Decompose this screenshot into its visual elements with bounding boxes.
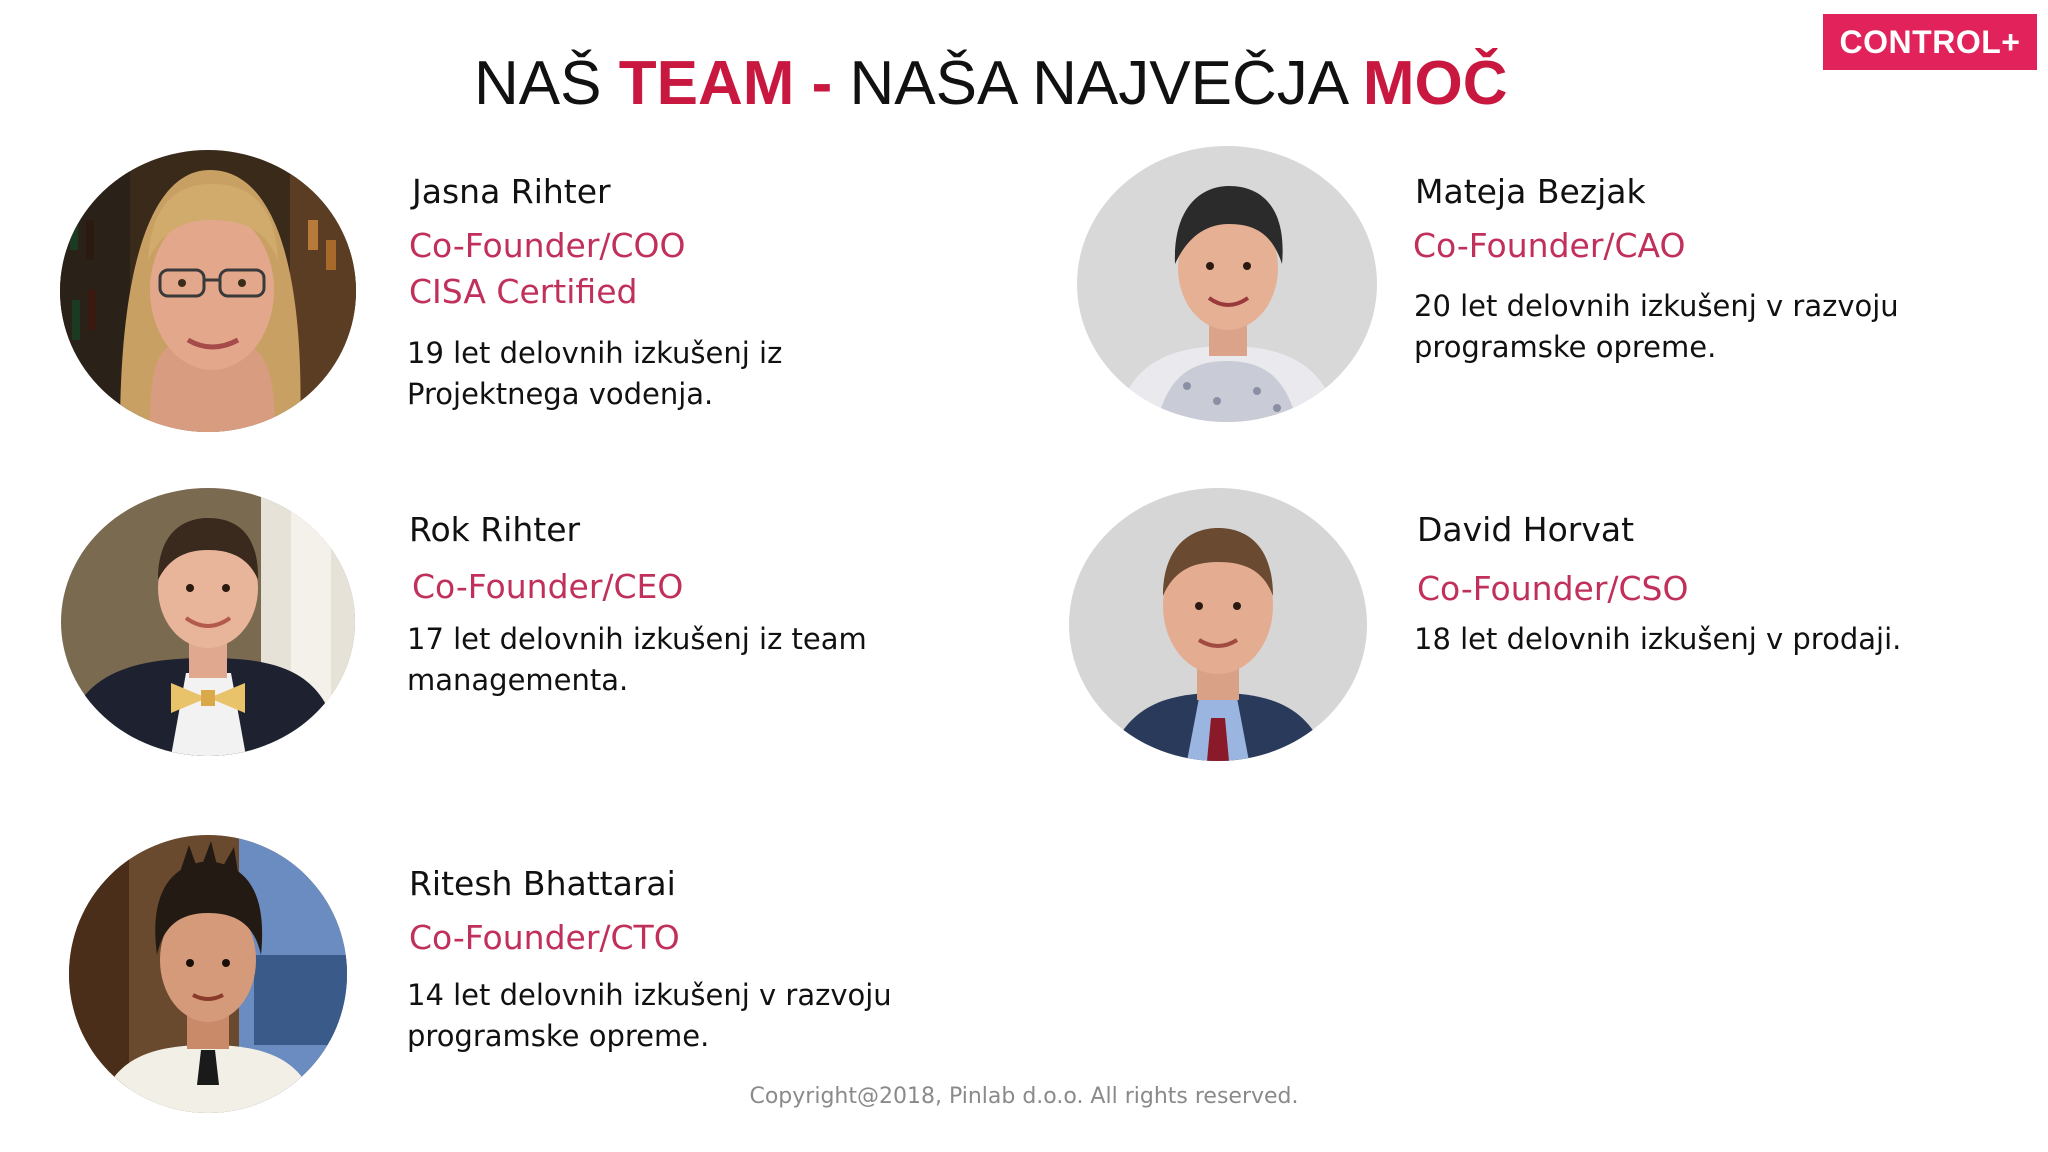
photo-ritesh-bhattarai xyxy=(69,835,347,1113)
member-description: Projektnega vodenja. xyxy=(407,377,714,411)
photo-david-horvat xyxy=(1069,488,1367,761)
title-part-1: NAŠ xyxy=(474,49,619,118)
copyright-notice: Copyright@2018, Pinlab d.o.o. All rights reserved. xyxy=(749,1084,1299,1109)
member-role: Co-Founder/CSO xyxy=(1417,569,1689,608)
member-description: 17 let delovnih izkušenj iz team xyxy=(407,622,867,656)
title-part-5: MOČ xyxy=(1362,49,1508,118)
member-role: Co-Founder/CEO xyxy=(412,567,684,606)
member-role: Co-Founder/COO xyxy=(409,226,686,265)
member-description: 20 let delovnih izkušenj v razvoju xyxy=(1414,289,1899,323)
member-name: David Horvat xyxy=(1417,510,1635,549)
member-description: 19 let delovnih izkušenj iz xyxy=(407,336,783,370)
page-title xyxy=(474,44,1508,124)
member-name: Mateja Bezjak xyxy=(1415,172,1646,211)
member-description: 18 let delovnih izkušenj v prodaji. xyxy=(1414,622,1902,656)
photo-mateja-bezjak xyxy=(1077,146,1377,422)
member-role: Co-Founder/CTO xyxy=(409,918,680,957)
member-role: Co-Founder/CAO xyxy=(1413,226,1686,265)
member-description: programske opreme. xyxy=(407,1019,710,1053)
photo-jasna-rihter xyxy=(60,150,356,432)
title-part-2: TEAM xyxy=(618,49,795,118)
title-part-3: - xyxy=(794,49,850,118)
member-role: CISA Certified xyxy=(409,272,638,311)
member-name: Ritesh Bhattarai xyxy=(409,864,676,903)
title-part-4: NAŠA NAJVEČJA xyxy=(849,49,1363,118)
photo-rok-rihter xyxy=(61,488,355,756)
member-description: 14 let delovnih izkušenj v razvoju xyxy=(407,978,892,1012)
control-plus-logo: CONTROL+ xyxy=(1823,14,2037,70)
member-description: programske opreme. xyxy=(1414,330,1717,364)
member-name: Jasna Rihter xyxy=(412,172,611,211)
member-description: managementa. xyxy=(407,663,629,697)
member-name: Rok Rihter xyxy=(409,510,581,549)
